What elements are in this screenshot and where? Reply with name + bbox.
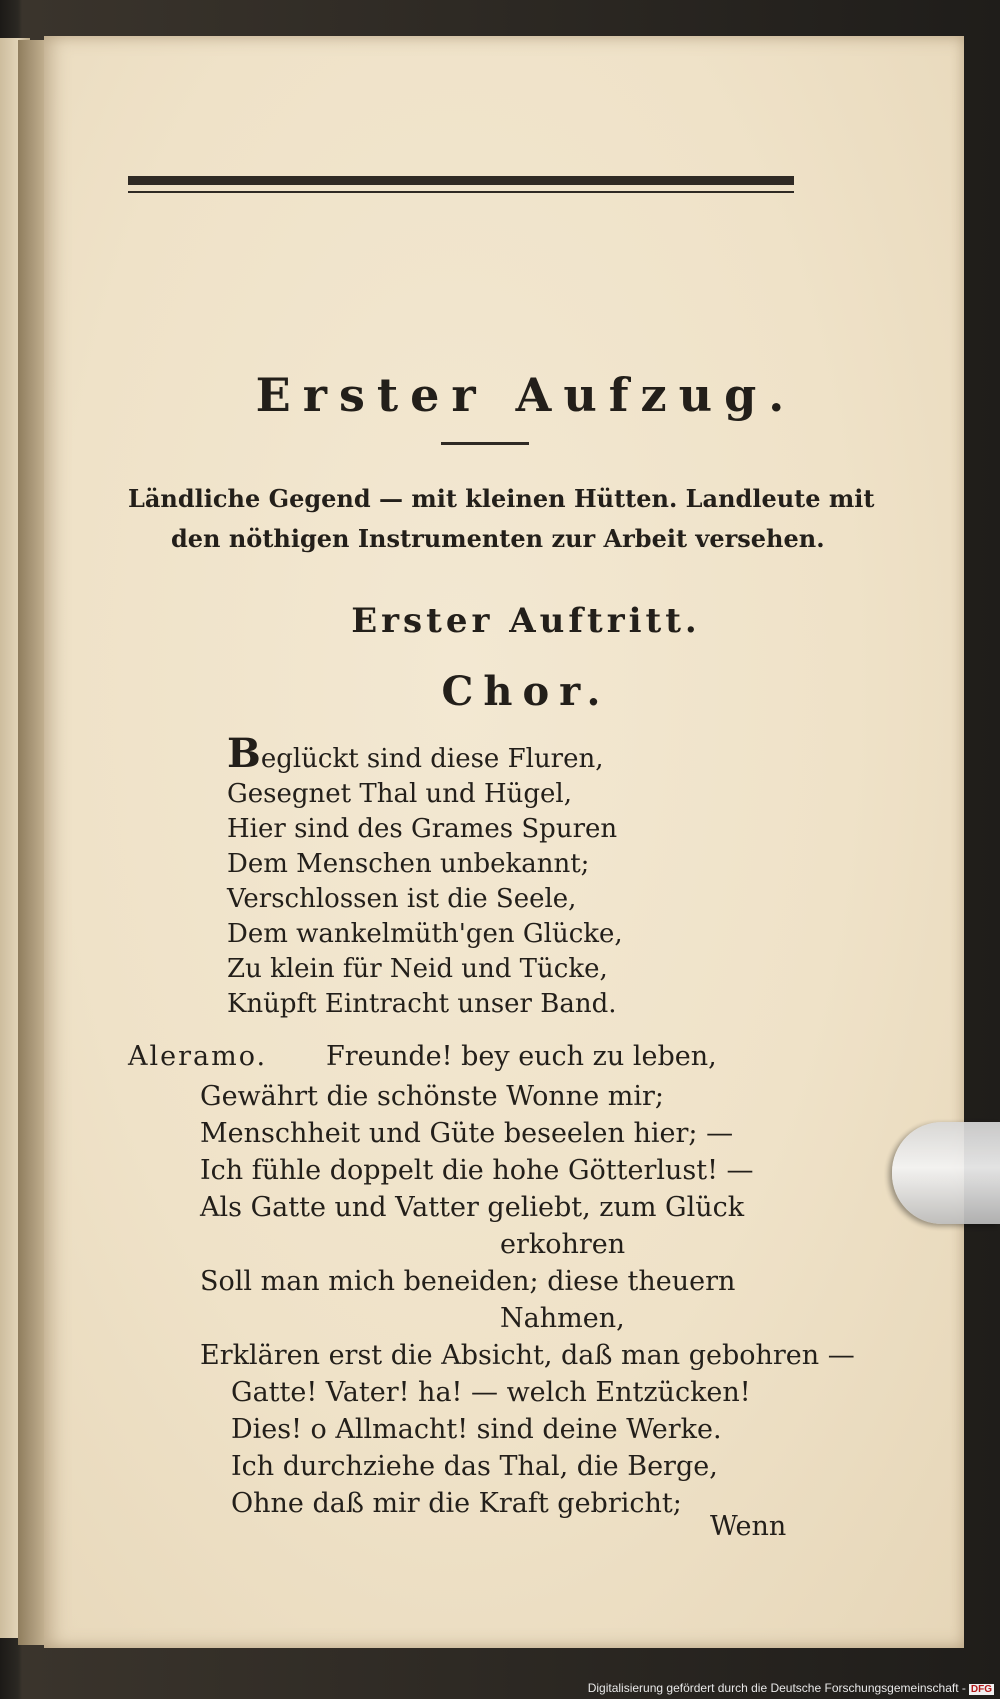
verse-line: Gatte! Vater! ha! — welch Entzücken! [231, 1377, 751, 1408]
verse-line: Dem Menschen unbekannt; [227, 849, 590, 879]
book-page [44, 36, 964, 1648]
verse-line: Ohne daß mir die Kraft gebricht; [231, 1488, 682, 1519]
verse-line: Verschlossen ist die Seele, [227, 884, 577, 914]
verse-line: Dies! o Allmacht! sind deine Werke. [231, 1414, 722, 1445]
speech-line: Menschheit und Güte beseelen hier; — [200, 1118, 734, 1149]
title-rule [441, 442, 529, 445]
catchword: Wenn [710, 1511, 787, 1542]
header-rule-thick [128, 176, 794, 185]
page-clip [892, 1122, 1000, 1224]
second-stanza [231, 1374, 751, 1522]
verse-line: Knüpft Eintracht unser Band. [227, 989, 617, 1019]
speech-line: Als Gatte und Vatter geliebt, zum Glück [200, 1192, 745, 1223]
verse-line: Hier sind des Grames Spuren [227, 814, 618, 844]
verse-line: Ich durchziehe das Thal, die Berge, [231, 1451, 718, 1482]
chorus-heading: Chor. [441, 668, 611, 715]
aleramo-speech [200, 1078, 855, 1374]
speech-line: Soll man mich beneiden; diese theuern [200, 1266, 736, 1297]
speech-line-continuation: erkohren [500, 1229, 626, 1260]
verse-line: Beglückt sind diese Fluren, [227, 730, 604, 777]
dfg-logo: DFG [970, 1684, 992, 1695]
stage-direction-line-2: den nöthigen Instrumenten zur Arbeit versehen. [171, 524, 825, 553]
header-rule-thin [128, 191, 794, 193]
verse-line: Zu klein für Neid und Tücke, [227, 954, 608, 984]
verse-line: Dem wankelmüth'gen Glücke, [227, 919, 623, 949]
drop-cap: B [227, 730, 261, 777]
speaker-name: Aleramo. [128, 1041, 268, 1072]
chorus-verse [227, 730, 623, 1022]
speech-line: Gewährt die schönste Wonne mir; [200, 1081, 664, 1112]
stage-direction-line-1: Ländliche Gegend — mit kleinen Hütten. Landleute mit [128, 484, 875, 513]
verse-line: Gesegnet Thal und Hügel, [227, 779, 572, 809]
speech-line-continuation: Nahmen, [500, 1303, 625, 1334]
credit-text: Digitalisierung gefördert durch die Deutsche Forschungsgemeinschaft - [587, 1681, 966, 1695]
speech-line: Erklären erst die Absicht, daß man gebohren — [200, 1340, 855, 1371]
speech-line: Ich fühle doppelt die hohe Götterlust! — [200, 1155, 754, 1186]
speech-first-line: Freunde! bey euch zu leben, [326, 1041, 717, 1072]
act-title: Erster Aufzug. [255, 368, 797, 422]
digitization-credit [588, 1681, 994, 1695]
scene-title: Erster Auftritt. [351, 601, 701, 641]
